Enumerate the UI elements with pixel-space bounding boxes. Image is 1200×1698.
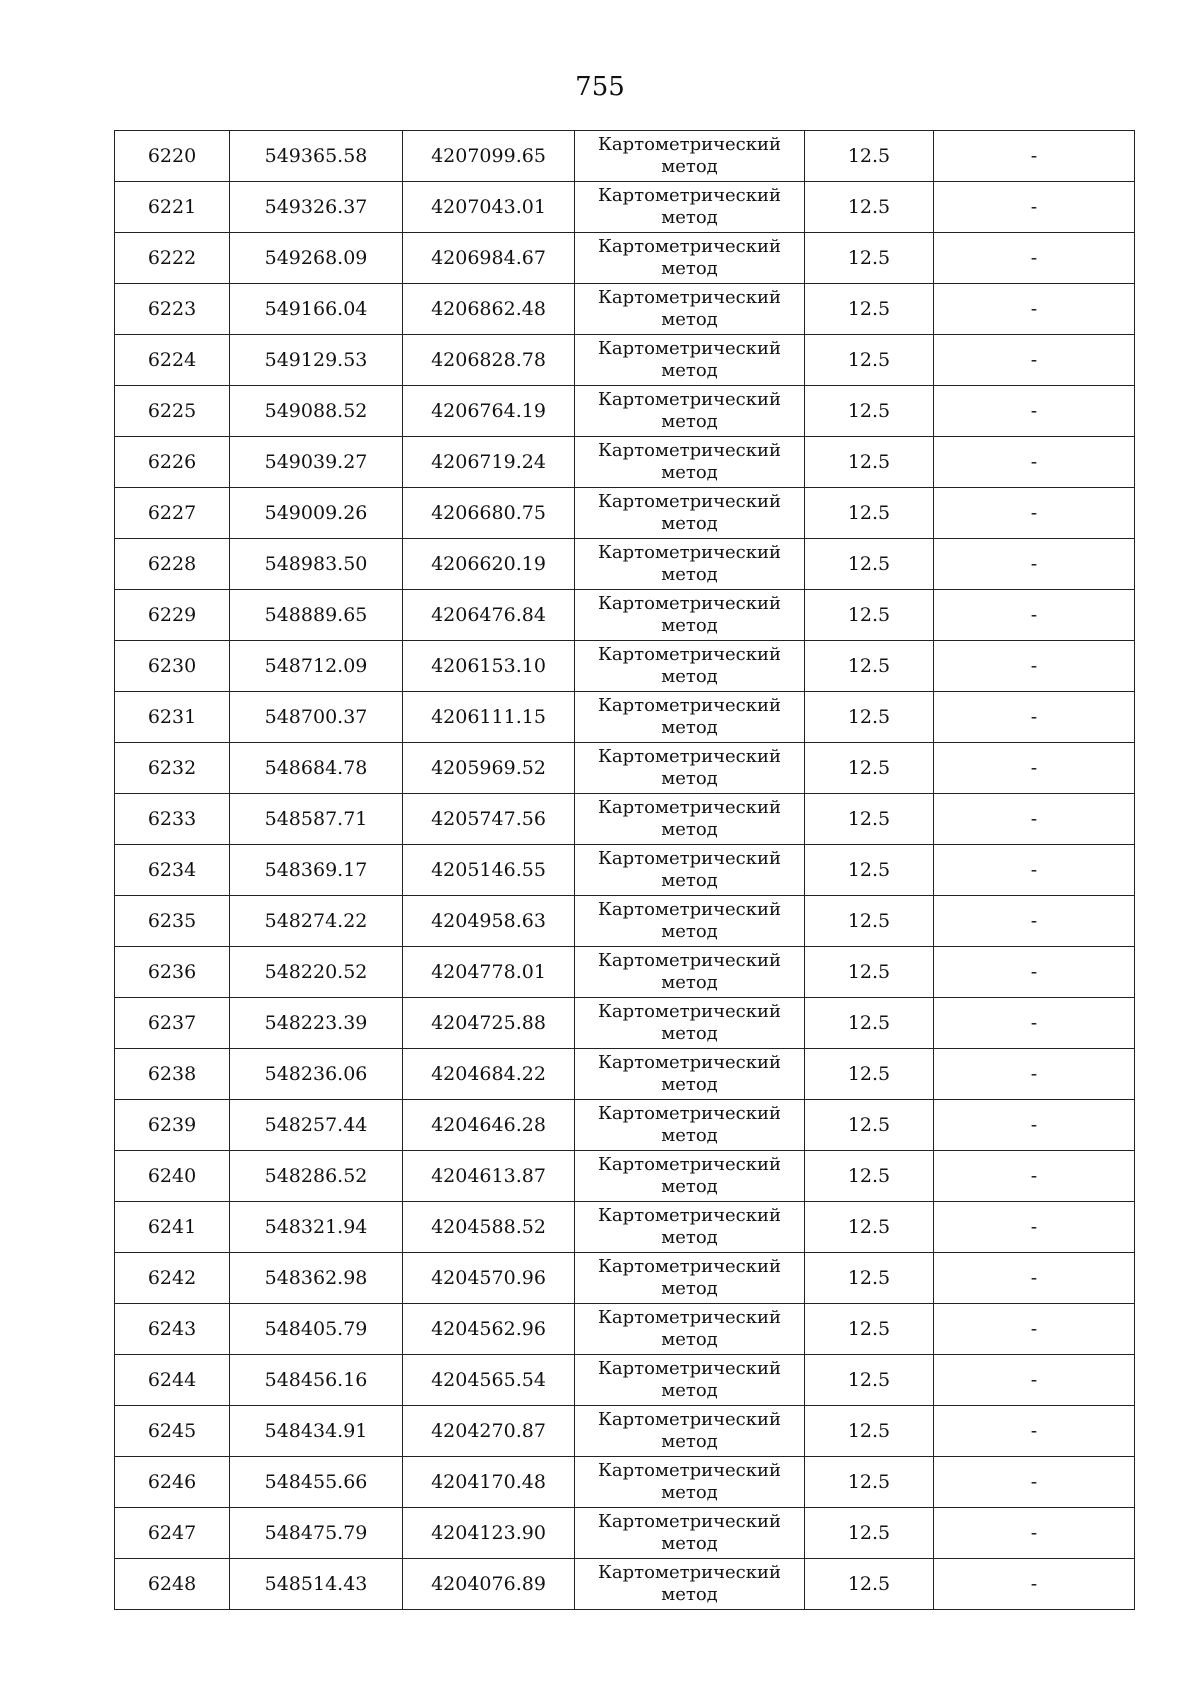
table-row: [115, 182, 1135, 233]
accuracy-cell: 12.5: [805, 1049, 934, 1100]
method-line-1: Картометрический: [598, 644, 781, 665]
note-cell: -: [934, 896, 1135, 947]
note-cell: -: [934, 743, 1135, 794]
method-cell: [575, 1100, 805, 1151]
y-coordinate-cell: 4206984.67: [403, 233, 575, 284]
accuracy-cell: 12.5: [805, 692, 934, 743]
point-number-cell: 6231: [115, 692, 230, 743]
y-coordinate-cell: 4206620.19: [403, 539, 575, 590]
method-cell: [575, 590, 805, 641]
point-number-cell: 6226: [115, 437, 230, 488]
point-number-cell: 6228: [115, 539, 230, 590]
accuracy-cell: 12.5: [805, 1508, 934, 1559]
table-row: [115, 1253, 1135, 1304]
method-line-2: метод: [661, 411, 718, 432]
accuracy-cell: 12.5: [805, 386, 934, 437]
note-cell: -: [934, 1304, 1135, 1355]
accuracy-cell: 12.5: [805, 437, 934, 488]
method-line-2: метод: [661, 972, 718, 993]
method-cell: [575, 1559, 805, 1610]
x-coordinate-cell: 549039.27: [230, 437, 403, 488]
point-number-cell: 6236: [115, 947, 230, 998]
accuracy-cell: 12.5: [805, 539, 934, 590]
coordinates-table: [114, 130, 1135, 1610]
method-cell: [575, 947, 805, 998]
method-line-1: Картометрический: [598, 1052, 781, 1073]
method-line-1: Картометрический: [598, 1256, 781, 1277]
method-line-1: Картометрический: [598, 1001, 781, 1022]
table-row: [115, 131, 1135, 182]
accuracy-cell: 12.5: [805, 284, 934, 335]
x-coordinate-cell: 548405.79: [230, 1304, 403, 1355]
accuracy-cell: 12.5: [805, 1355, 934, 1406]
x-coordinate-cell: 548684.78: [230, 743, 403, 794]
point-number-cell: 6248: [115, 1559, 230, 1610]
table-row: [115, 386, 1135, 437]
x-coordinate-cell: 549166.04: [230, 284, 403, 335]
note-cell: -: [934, 794, 1135, 845]
method-cell: [575, 488, 805, 539]
method-line-1: Картометрический: [598, 797, 781, 818]
note-cell: -: [934, 1202, 1135, 1253]
table-row: [115, 488, 1135, 539]
method-cell: [575, 896, 805, 947]
table-row: [115, 845, 1135, 896]
x-coordinate-cell: 548223.39: [230, 998, 403, 1049]
accuracy-cell: 12.5: [805, 1202, 934, 1253]
point-number-cell: 6246: [115, 1457, 230, 1508]
method-cell: [575, 1253, 805, 1304]
y-coordinate-cell: 4204076.89: [403, 1559, 575, 1610]
accuracy-cell: 12.5: [805, 1559, 934, 1610]
accuracy-cell: 12.5: [805, 743, 934, 794]
table-row: [115, 692, 1135, 743]
method-line-1: Картометрический: [598, 1562, 781, 1583]
method-line-1: Картометрический: [598, 746, 781, 767]
table-row: [115, 1559, 1135, 1610]
y-coordinate-cell: 4204170.48: [403, 1457, 575, 1508]
point-number-cell: 6222: [115, 233, 230, 284]
y-coordinate-cell: 4204123.90: [403, 1508, 575, 1559]
note-cell: -: [934, 539, 1135, 590]
method-line-1: Картометрический: [598, 1409, 781, 1430]
note-cell: -: [934, 335, 1135, 386]
point-number-cell: 6233: [115, 794, 230, 845]
table-row: [115, 539, 1135, 590]
y-coordinate-cell: 4204778.01: [403, 947, 575, 998]
x-coordinate-cell: 548889.65: [230, 590, 403, 641]
note-cell: -: [934, 131, 1135, 182]
method-line-1: Картометрический: [598, 440, 781, 461]
method-cell: [575, 1457, 805, 1508]
y-coordinate-cell: 4204562.96: [403, 1304, 575, 1355]
y-coordinate-cell: 4204958.63: [403, 896, 575, 947]
accuracy-cell: 12.5: [805, 998, 934, 1049]
point-number-cell: 6224: [115, 335, 230, 386]
x-coordinate-cell: 548434.91: [230, 1406, 403, 1457]
method-cell: [575, 692, 805, 743]
method-line-1: Картометрический: [598, 695, 781, 716]
accuracy-cell: 12.5: [805, 1100, 934, 1151]
x-coordinate-cell: 548700.37: [230, 692, 403, 743]
method-line-1: Картометрический: [598, 185, 781, 206]
table-row: [115, 1100, 1135, 1151]
note-cell: -: [934, 998, 1135, 1049]
accuracy-cell: 12.5: [805, 896, 934, 947]
method-line-1: Картометрический: [598, 389, 781, 410]
method-cell: [575, 1151, 805, 1202]
point-number-cell: 6247: [115, 1508, 230, 1559]
method-line-1: Картометрический: [598, 491, 781, 512]
note-cell: -: [934, 233, 1135, 284]
y-coordinate-cell: 4206764.19: [403, 386, 575, 437]
note-cell: -: [934, 1049, 1135, 1100]
accuracy-cell: 12.5: [805, 1151, 934, 1202]
x-coordinate-cell: 549365.58: [230, 131, 403, 182]
method-line-1: Картометрический: [598, 950, 781, 971]
table-row: [115, 998, 1135, 1049]
y-coordinate-cell: 4207099.65: [403, 131, 575, 182]
method-line-2: метод: [661, 462, 718, 483]
method-line-2: метод: [661, 921, 718, 942]
note-cell: -: [934, 1355, 1135, 1406]
method-line-1: Картометрический: [598, 236, 781, 257]
point-number-cell: 6223: [115, 284, 230, 335]
table-row: [115, 1355, 1135, 1406]
method-cell: [575, 539, 805, 590]
x-coordinate-cell: 548369.17: [230, 845, 403, 896]
y-coordinate-cell: 4207043.01: [403, 182, 575, 233]
method-line-1: Картометрический: [598, 542, 781, 563]
method-line-1: Картометрический: [598, 1358, 781, 1379]
table-row: [115, 1202, 1135, 1253]
method-line-1: Картометрический: [598, 1307, 781, 1328]
x-coordinate-cell: 549009.26: [230, 488, 403, 539]
point-number-cell: 6220: [115, 131, 230, 182]
y-coordinate-cell: 4204646.28: [403, 1100, 575, 1151]
method-line-2: метод: [661, 1584, 718, 1605]
point-number-cell: 6240: [115, 1151, 230, 1202]
method-cell: [575, 743, 805, 794]
note-cell: -: [934, 1406, 1135, 1457]
method-line-1: Картометрический: [598, 1154, 781, 1175]
method-line-1: Картометрический: [598, 287, 781, 308]
y-coordinate-cell: 4204565.54: [403, 1355, 575, 1406]
x-coordinate-cell: 548475.79: [230, 1508, 403, 1559]
accuracy-cell: 12.5: [805, 794, 934, 845]
note-cell: -: [934, 1559, 1135, 1610]
method-line-2: метод: [661, 1278, 718, 1299]
note-cell: -: [934, 692, 1135, 743]
x-coordinate-cell: 549326.37: [230, 182, 403, 233]
method-line-2: метод: [661, 717, 718, 738]
note-cell: -: [934, 1151, 1135, 1202]
method-line-2: метод: [661, 615, 718, 636]
y-coordinate-cell: 4205969.52: [403, 743, 575, 794]
method-line-2: метод: [661, 1329, 718, 1350]
table-row: [115, 1304, 1135, 1355]
x-coordinate-cell: 548236.06: [230, 1049, 403, 1100]
accuracy-cell: 12.5: [805, 131, 934, 182]
y-coordinate-cell: 4204570.96: [403, 1253, 575, 1304]
x-coordinate-cell: 548321.94: [230, 1202, 403, 1253]
point-number-cell: 6227: [115, 488, 230, 539]
method-cell: [575, 794, 805, 845]
y-coordinate-cell: 4204613.87: [403, 1151, 575, 1202]
method-line-2: метод: [661, 666, 718, 687]
table-row: [115, 1151, 1135, 1202]
note-cell: -: [934, 182, 1135, 233]
accuracy-cell: 12.5: [805, 1304, 934, 1355]
y-coordinate-cell: 4206153.10: [403, 641, 575, 692]
method-cell: [575, 1304, 805, 1355]
method-line-2: метод: [661, 768, 718, 789]
point-number-cell: 6244: [115, 1355, 230, 1406]
y-coordinate-cell: 4205146.55: [403, 845, 575, 896]
method-cell: [575, 182, 805, 233]
method-cell: [575, 1508, 805, 1559]
x-coordinate-cell: 548274.22: [230, 896, 403, 947]
table-row: [115, 1508, 1135, 1559]
table-row: [115, 641, 1135, 692]
accuracy-cell: 12.5: [805, 1253, 934, 1304]
y-coordinate-cell: 4206476.84: [403, 590, 575, 641]
method-cell: [575, 335, 805, 386]
y-coordinate-cell: 4204270.87: [403, 1406, 575, 1457]
table-row: [115, 947, 1135, 998]
note-cell: -: [934, 947, 1135, 998]
point-number-cell: 6242: [115, 1253, 230, 1304]
method-cell: [575, 233, 805, 284]
accuracy-cell: 12.5: [805, 641, 934, 692]
note-cell: -: [934, 488, 1135, 539]
method-line-2: метод: [661, 1023, 718, 1044]
method-cell: [575, 641, 805, 692]
x-coordinate-cell: 548220.52: [230, 947, 403, 998]
accuracy-cell: 12.5: [805, 845, 934, 896]
point-number-cell: 6225: [115, 386, 230, 437]
note-cell: -: [934, 590, 1135, 641]
method-line-2: метод: [661, 360, 718, 381]
x-coordinate-cell: 548983.50: [230, 539, 403, 590]
accuracy-cell: 12.5: [805, 335, 934, 386]
x-coordinate-cell: 549088.52: [230, 386, 403, 437]
y-coordinate-cell: 4204725.88: [403, 998, 575, 1049]
note-cell: -: [934, 386, 1135, 437]
point-number-cell: 6229: [115, 590, 230, 641]
method-line-2: метод: [661, 1431, 718, 1452]
table-row: [115, 896, 1135, 947]
table-row: [115, 590, 1135, 641]
note-cell: -: [934, 1457, 1135, 1508]
point-number-cell: 6230: [115, 641, 230, 692]
method-cell: [575, 284, 805, 335]
method-line-2: метод: [661, 1074, 718, 1095]
point-number-cell: 6232: [115, 743, 230, 794]
point-number-cell: 6221: [115, 182, 230, 233]
accuracy-cell: 12.5: [805, 488, 934, 539]
accuracy-cell: 12.5: [805, 1406, 934, 1457]
method-line-2: метод: [661, 819, 718, 840]
table-row: [115, 743, 1135, 794]
method-line-2: метод: [661, 1533, 718, 1554]
method-line-2: метод: [661, 258, 718, 279]
accuracy-cell: 12.5: [805, 947, 934, 998]
y-coordinate-cell: 4204588.52: [403, 1202, 575, 1253]
method-line-2: метод: [661, 207, 718, 228]
method-line-2: метод: [661, 1227, 718, 1248]
method-line-1: Картометрический: [598, 134, 781, 155]
method-cell: [575, 1406, 805, 1457]
method-line-2: метод: [661, 1482, 718, 1503]
method-line-2: метод: [661, 1125, 718, 1146]
point-number-cell: 6243: [115, 1304, 230, 1355]
method-line-2: метод: [661, 513, 718, 534]
note-cell: -: [934, 641, 1135, 692]
y-coordinate-cell: 4206828.78: [403, 335, 575, 386]
note-cell: -: [934, 1253, 1135, 1304]
y-coordinate-cell: 4206719.24: [403, 437, 575, 488]
point-number-cell: 6239: [115, 1100, 230, 1151]
y-coordinate-cell: 4206680.75: [403, 488, 575, 539]
method-line-1: Картометрический: [598, 899, 781, 920]
method-line-1: Картометрический: [598, 593, 781, 614]
y-coordinate-cell: 4205747.56: [403, 794, 575, 845]
point-number-cell: 6245: [115, 1406, 230, 1457]
method-cell: [575, 998, 805, 1049]
method-line-1: Картометрический: [598, 338, 781, 359]
point-number-cell: 6237: [115, 998, 230, 1049]
note-cell: -: [934, 1100, 1135, 1151]
method-line-2: метод: [661, 870, 718, 891]
accuracy-cell: 12.5: [805, 590, 934, 641]
x-coordinate-cell: 548514.43: [230, 1559, 403, 1610]
method-line-1: Картометрический: [598, 1511, 781, 1532]
y-coordinate-cell: 4204684.22: [403, 1049, 575, 1100]
x-coordinate-cell: 548286.52: [230, 1151, 403, 1202]
table-row: [115, 437, 1135, 488]
method-line-1: Картометрический: [598, 848, 781, 869]
method-line-1: Картометрический: [598, 1205, 781, 1226]
accuracy-cell: 12.5: [805, 233, 934, 284]
x-coordinate-cell: 548362.98: [230, 1253, 403, 1304]
table-body: [115, 131, 1135, 1610]
page-number: 755: [575, 72, 625, 102]
note-cell: -: [934, 437, 1135, 488]
table-row: [115, 233, 1135, 284]
point-number-cell: 6241: [115, 1202, 230, 1253]
method-cell: [575, 1202, 805, 1253]
x-coordinate-cell: 548257.44: [230, 1100, 403, 1151]
x-coordinate-cell: 548456.16: [230, 1355, 403, 1406]
method-line-1: Картометрический: [598, 1103, 781, 1124]
x-coordinate-cell: 549129.53: [230, 335, 403, 386]
method-line-2: метод: [661, 1176, 718, 1197]
table-row: [115, 1406, 1135, 1457]
method-line-2: метод: [661, 156, 718, 177]
table-row: [115, 1457, 1135, 1508]
x-coordinate-cell: 548712.09: [230, 641, 403, 692]
method-cell: [575, 1355, 805, 1406]
note-cell: -: [934, 1508, 1135, 1559]
method-cell: [575, 1049, 805, 1100]
table-row: [115, 1049, 1135, 1100]
x-coordinate-cell: 548587.71: [230, 794, 403, 845]
y-coordinate-cell: 4206862.48: [403, 284, 575, 335]
method-cell: [575, 131, 805, 182]
method-line-2: метод: [661, 1380, 718, 1401]
table-row: [115, 335, 1135, 386]
method-line-2: метод: [661, 309, 718, 330]
note-cell: -: [934, 284, 1135, 335]
x-coordinate-cell: 548455.66: [230, 1457, 403, 1508]
x-coordinate-cell: 549268.09: [230, 233, 403, 284]
method-cell: [575, 845, 805, 896]
method-line-2: метод: [661, 564, 718, 585]
note-cell: -: [934, 845, 1135, 896]
table-row: [115, 794, 1135, 845]
y-coordinate-cell: 4206111.15: [403, 692, 575, 743]
method-cell: [575, 437, 805, 488]
method-cell: [575, 386, 805, 437]
point-number-cell: 6238: [115, 1049, 230, 1100]
point-number-cell: 6234: [115, 845, 230, 896]
point-number-cell: 6235: [115, 896, 230, 947]
accuracy-cell: 12.5: [805, 182, 934, 233]
table-row: [115, 284, 1135, 335]
method-line-1: Картометрический: [598, 1460, 781, 1481]
accuracy-cell: 12.5: [805, 1457, 934, 1508]
